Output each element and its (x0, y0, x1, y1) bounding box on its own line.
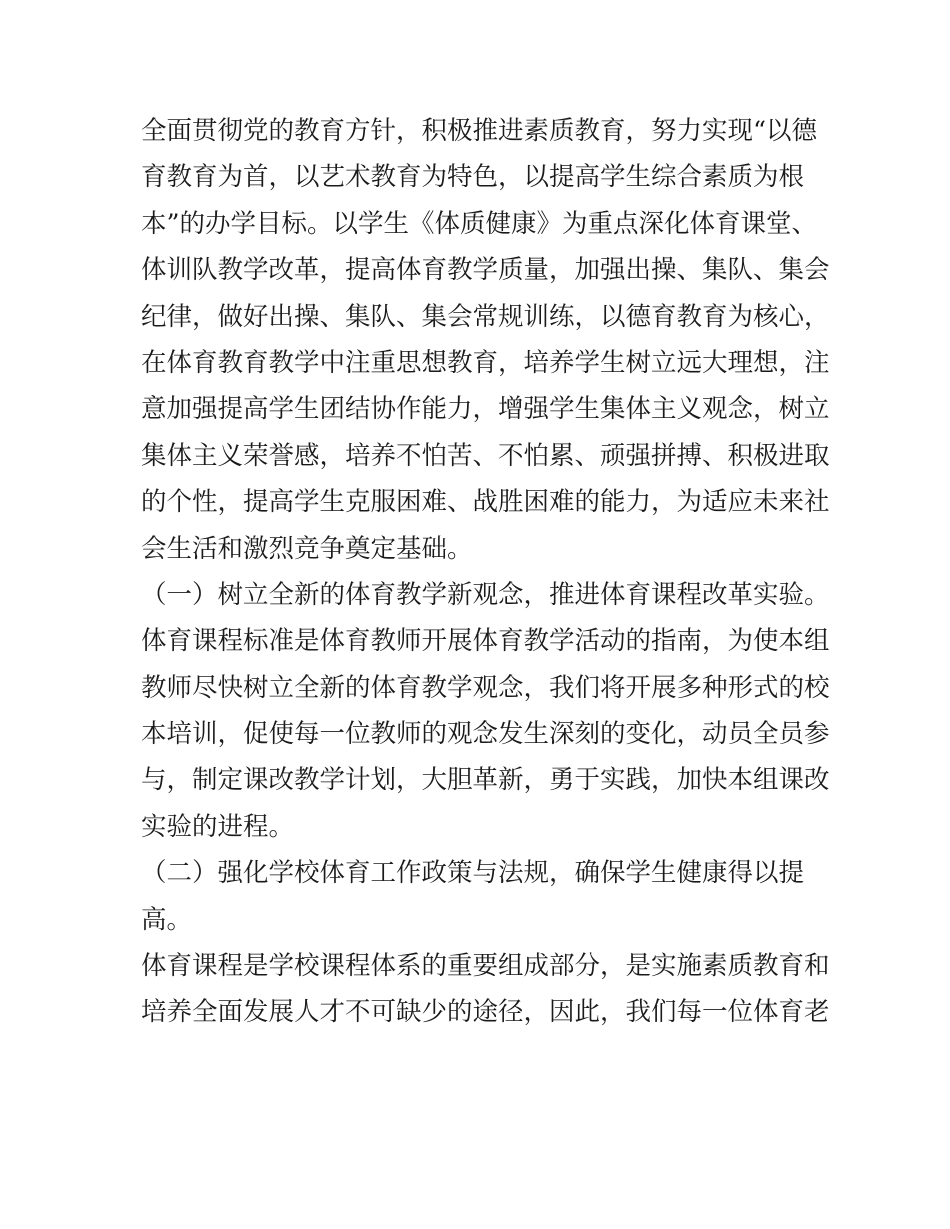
text-line: 本”的办学目标。以学生《体质健康》为重点深化体育课堂、 (141, 208, 818, 239)
text-line: 体育课程是学校课程体系的重要组成部分，是实施素质教育和 (141, 951, 830, 982)
text-line: 全面贯彻党的教育方针，积极推进素质教育，努力实现“以德 (141, 116, 818, 146)
text-line: 体训队教学改革，提高体育教学质量，加强出操、集队、集会 (141, 255, 830, 286)
text-line: 意加强提高学生团结协作能力，增强学生集体主义观念，树立 (141, 394, 830, 425)
text-line: 实验的进程。 (141, 811, 295, 842)
text-line: 纪律，做好出操、集队、集会常规训练，以德育教育为核心， (141, 301, 830, 332)
text-line: 育教育为首，以艺术教育为特色，以提高学生综合素质为根 (141, 162, 805, 193)
section-heading-1: （一）树立全新的体育教学新观念，推进体育课程改革实验。 (141, 579, 830, 610)
section-heading-2: （二）强化学校体育工作政策与法规，确保学生健康得以提 (141, 858, 805, 889)
section-heading-2-cont: 高。 (141, 904, 193, 935)
text-line: 集体主义荣誉感，培养不怕苦、不怕累、顽强拼搏、积极进取 (141, 440, 830, 471)
text-line: 教师尽快树立全新的体育教学观念，我们将开展多种形式的校 (141, 672, 830, 703)
text-line: 的个性，提高学生克服困难、战胜困难的能力，为适应未来社 (141, 487, 830, 518)
text-line: 与，制定课改教学计划，大胆革新，勇于实践，加快本组课改 (141, 765, 830, 796)
text-line: 体育课程标准是体育教师开展体育教学活动的指南，为使本组 (141, 626, 830, 657)
text-line: 在体育教育教学中注重思想教育，培养学生树立远大理想，注 (141, 347, 830, 378)
text-line: 本培训，促使每一位教师的观念发生深刻的变化，动员全员参 (141, 719, 830, 750)
text-line: 培养全面发展人才不可缺少的途径，因此，我们每一位体育老 (141, 997, 830, 1028)
body-text (141, 108, 830, 1036)
text-line: 会生活和激烈竞争奠定基础。 (141, 533, 473, 564)
